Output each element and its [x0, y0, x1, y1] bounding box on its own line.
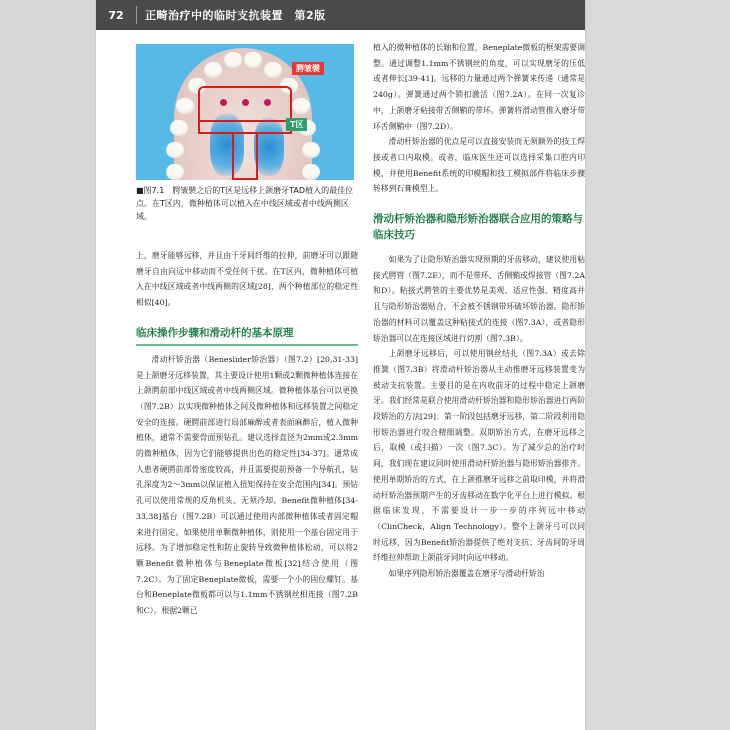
tooth — [166, 164, 184, 180]
tooth — [170, 120, 188, 136]
book-page — [96, 0, 585, 730]
tooth — [244, 52, 262, 68]
tooth — [166, 142, 184, 158]
rugae-label: 腭皱襞 — [292, 62, 324, 75]
page-number: 72 — [108, 8, 124, 22]
implant-site-dot — [242, 99, 249, 106]
implant-site-dot — [220, 99, 227, 106]
body-paragraph: 如果为了让隐形矫治器实现预期的牙齿移动，建议使用粘接式腭管（图7.2E），而不是带环、舌侧鞘或焊接管（图7.2A和D）。粘接式腭管的主要优势是美观、适应性强、精度高并且与隐形矫治器贴合，不会被不锈钢带环破坏矫治器。隐形矫治器的材料可以覆盖这种粘接式的连接（图7.3A），或者隐形矫治器可以在连接区域进行切割（图7.3B）。 — [373, 255, 585, 343]
body-paragraph: 上，磨牙能够远移，并且由于牙间纤维的拉伸，前磨牙可以跟随磨牙自由向远中移动而不受任何干扰。在T区内，微种植体可植入在中线区域或者中线两侧的区域[28]，两个种植部位的稳定性相似[40]。 — [136, 251, 358, 308]
tooth — [292, 98, 310, 114]
tooth — [302, 164, 320, 180]
tooth — [224, 52, 242, 68]
t-zone-label: T区 — [286, 118, 307, 131]
body-paragraph: 上颌磨牙远移后，可以使用钢丝结扎（图7.3A）或去除推簧（图7.3B）将滑动杆矫治器从主动推磨牙远移装置变为被动支抗装置。主要目的是在内收前牙的过程中稳定上颌磨牙。我们经常是联合使用滑动杆矫治器和隐形矫治器进行两阶段矫治的方法[29]：第一阶段包括磨牙远移，第二阶段利用隐形矫治器进行咬合精细调整。双期矫治方式，在磨牙远移之后，取模（或扫描）一次（图7.3C）。为了减少总的治疗时间，我们现在建议同时使用滑动杆矫治器与隐形矫治器排齐。使用单期矫治的方式，在上颌推磨牙远移之前取印模，并将滑动杆矫治器预期产生的牙齿移动在数字化平台上进行模拟。根据临床发现，不需要设计一步一步的序列远中移动（ClinCheck，Align Technology）。整个上颌牙弓可以同时远移，因为Benefit矫治器提供了绝对支抗；牙齿间的牙周纤维拉伸帮助上颌前牙同时向远中移动。 — [373, 349, 585, 563]
body-paragraph: 滑动杆矫治器的优点是可以直接安装而无须额外的技工焊接或者口内取模。或者，临床医生还可以选择采集口腔内印模，并使用Benefit系统的印模帽和技工模拟部件将临床步骤转移到石膏模型上。 — [373, 137, 585, 194]
tooth — [176, 98, 194, 114]
body-paragraph: 如果序列隐形矫治器覆盖在磨牙与滑动杆矫治 — [388, 569, 545, 579]
section-heading: 滑动杆矫治器和隐形矫治器联合应用的策略与临床技巧 — [373, 213, 583, 242]
left-column — [136, 248, 358, 619]
implant-site-dot — [264, 99, 271, 106]
tooth — [264, 62, 282, 78]
body-paragraph: 滑动杆矫治器（Beneslider矫治器）（图7.2）[20,31-33]是上颌磨牙远移装置，其主要设计使用1颗或2颗微种植体连接在上颌腭前部中线区域或者中线两侧区域。微种植体基台可以更换（图7.2B）以实现微种植体之间及微种植体和远移装置之间稳定安全的连接。硬腭前部进行局部麻醉或者表面麻醉后，植入微种植体，通常不需要骨面预钻孔。建议选择直径为2mm或2.3mm的微种植体，因为它们能够提供出色的稳定性[34-37]。通常成人患者硬腭前部骨密度较高，并且需要提前预备一个导航孔，钻孔深度为2～3mm以保证植入扭矩保持在安全范围内[34]。预钻孔可以使用常规的反角机头、无须冷却。Benefit微种植体[34-33,38]基台（图7.2B）可以通过使用内部微种植体或者固定帽来进行固定。如果使用单颗微种植体，则使用一个基台固定用于远移。为了增加稳定性和防止旋转导致微种植体松动，可以将2颗Benefit微种植体与Beneplate微板[32]结合使用（图7.2C）。为了固定Beneplate微板，需要一个小的固位螺钉。基台和Beneplate微板都可以与1.1mm不锈钢丝相连接（图7.2B和C）。根据2颗已 — [136, 354, 358, 616]
page-header — [96, 0, 585, 30]
page-margin-left — [0, 0, 96, 730]
page-margin-right — [585, 0, 730, 730]
header-divider — [136, 6, 137, 24]
section-heading: 临床操作步骤和滑动杆的基本原理 — [136, 325, 358, 346]
right-column — [373, 40, 585, 582]
book-title: 正畸治疗中的临时支抗装置 第2版 — [145, 9, 326, 22]
tooth — [204, 62, 222, 78]
figure-caption: ■图7.1 腭皱襞之后的T区是远移上颌磨牙TAD植入的最佳位点。在T区内，微种植体可以植入在中线区域或者中线两侧区域。 — [136, 186, 354, 221]
body-paragraph: 植入的微种植体的长轴和位置，Beneplate微板的框架需要调整。通过调整1.1mm不锈钢丝的角度，可以实现磨牙的压低或者伸长[39-41]。远移的力量通过两个弹簧来传递（通常是240g）。弹簧通过两个锁扣激活（图7.2A）。在同一次复诊中，上颌磨牙粘接带舌侧鞘的带环。弹簧将滑动管推入磨牙带环舌侧鞘中（图7.2D）。 — [373, 43, 585, 131]
palate-figure — [136, 44, 354, 180]
tooth — [302, 142, 320, 158]
t-zone-stem-outline — [232, 132, 258, 180]
